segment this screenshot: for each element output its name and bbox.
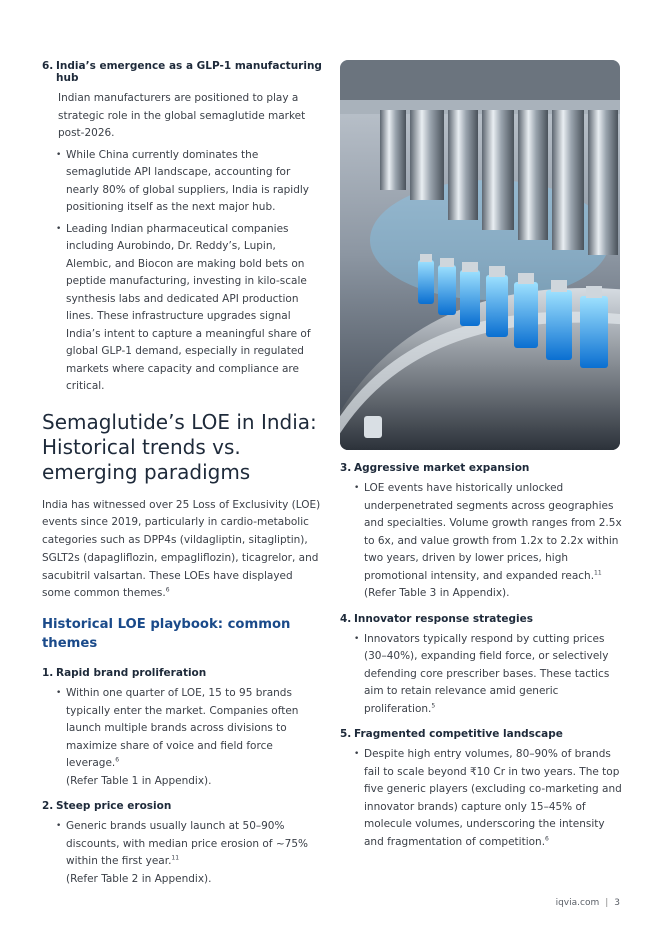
item-5-heading <box>340 728 622 740</box>
item-1-bullet-text: Within one quarter of LOE, 15 to 95 brands typically enter the market. Companies often launch multiple brands across divisions to maximize share of voice and field force leverage. <box>66 687 299 770</box>
item-1-title: Rapid brand proliferation <box>56 667 207 680</box>
item-2-bullet-text: Generic brands usually launch at 50–90% discounts, with median price erosion of ~75% within the first year. <box>66 820 308 868</box>
item-5-title: Fragmented competitive landscape <box>354 728 563 740</box>
item-2-bullets <box>42 818 324 888</box>
item-1-heading <box>42 667 324 679</box>
intro-paragraph-text: India has witnessed over 25 Loss of Exclusivity (LOE) events since 2019, particularly in cardio-metabolic categories such as DPP4s (vildagliptin, sitagliptin), SGLT2s (dapagliflozin, empagliflozin), ticagrelor, and sacubitril valsartan. These LOEs have displayed some common themes. <box>42 498 321 600</box>
section-6-bullets <box>42 147 324 396</box>
item-3-ref: (Refer Table 3 in Appendix). <box>364 587 510 599</box>
item-3 <box>340 462 622 603</box>
item-3-bullet <box>354 480 622 603</box>
item-1-bullet <box>56 685 324 790</box>
footer-separator: | <box>605 898 609 908</box>
item-5-number: 5. <box>340 728 352 740</box>
item-1 <box>42 667 324 790</box>
item-2-footnote: 11 <box>171 854 180 862</box>
item-3-number: 3. <box>340 462 352 474</box>
item-5 <box>340 728 622 851</box>
item-2-bullet <box>56 818 324 888</box>
intro-footnote: 6 <box>165 586 170 594</box>
section-6 <box>42 60 324 396</box>
item-3-heading <box>340 462 622 474</box>
playbook-heading: Historical LOE playbook: common themes <box>42 617 291 652</box>
item-4-number: 4. <box>340 612 352 625</box>
section-6-heading <box>42 60 324 84</box>
intro-paragraph <box>42 497 324 604</box>
item-3-title: Aggressive market expansion <box>354 462 530 474</box>
left-column <box>42 60 324 898</box>
item-5-bullet-text: Despite high entry volumes, 80–90% of brands fail to scale beyond ₹10 Cr in two years. The top five generic players (excluding co-marketing and innovator brands) capture only 15–45% of molecule volumes, underscoring the intensity and fragmentation of competition. <box>364 748 622 848</box>
vial-production-line-image <box>340 60 620 450</box>
section-6-title: India’s emergence as a GLP-1 manufacturing hub <box>56 60 322 84</box>
item-1-ref: (Refer Table 1 in Appendix). <box>66 774 212 787</box>
item-2-heading <box>42 800 324 812</box>
item-1-footnote: 6 <box>115 756 120 764</box>
footer-site-link[interactable]: iqvia.com <box>555 898 600 908</box>
item-2-number: 2. <box>42 800 54 813</box>
item-4-bullet <box>354 631 622 719</box>
item-2-ref: (Refer Table 2 in Appendix). <box>66 872 212 885</box>
section-6-bullet-2: • Leading Indian pharmaceutical companies including Aurobindo, Dr. Reddy’s, Lupin, Alembic, and Biocon are making bold bets on peptide manufacturing, investing in kilo-scale synthesis labs and dedicated API production lines. These infrastructure upgrades signal India’s intent to capture a meaningful share of global GLP-1 demand, especially in regulated markets where capacity and compliance are critical. <box>56 221 324 396</box>
item-4-bullets <box>340 631 622 719</box>
item-3-bullets <box>340 480 622 603</box>
right-column <box>340 462 622 861</box>
section-6-number: 6. <box>42 60 54 72</box>
item-2 <box>42 800 324 888</box>
page-number: 3 <box>614 898 620 908</box>
item-5-bullet <box>354 746 622 851</box>
item-1-bullets <box>42 685 324 790</box>
item-5-bullets <box>340 746 622 851</box>
item-4-footnote: 5 <box>431 702 436 709</box>
section-6-bullet-1: • While China currently dominates the semaglutide API landscape, accounting for nearly 80% of global suppliers, India is rapidly positioning itself as the next major hub. <box>56 147 324 217</box>
item-4 <box>340 613 622 719</box>
item-4-bullet-text: Innovators typically respond by cutting prices (30–40%), expanding field force, or selectively defending core prescriber bases. These tactics aim to retain relevance amid generic proliferation. <box>364 632 610 715</box>
item-1-number: 1. <box>42 667 54 680</box>
page-footer <box>556 898 620 908</box>
item-3-bullet-text: LOE events have historically unlocked underpenetrated segments across geographies and specialties. Volume growth ranges from 2.5x to 6x, and value growth from 1.2x to 2.2x within two years, driven by lower prices, high promotional intensity, and expanded reach. <box>364 482 622 582</box>
item-5-footnote: 6 <box>545 835 549 842</box>
page-title: Semaglutide’s LOE in India: Historical trends vs. emerging paradigms <box>42 409 317 484</box>
item-4-heading <box>340 613 622 625</box>
item-3-footnote: 11 <box>594 569 602 576</box>
section-6-intro: Indian manufacturers are positioned to play a strategic role in the global semaglutide market post-2026. <box>58 92 306 139</box>
item-2-title: Steep price erosion <box>56 800 172 813</box>
item-4-title: Innovator response strategies <box>354 612 534 625</box>
